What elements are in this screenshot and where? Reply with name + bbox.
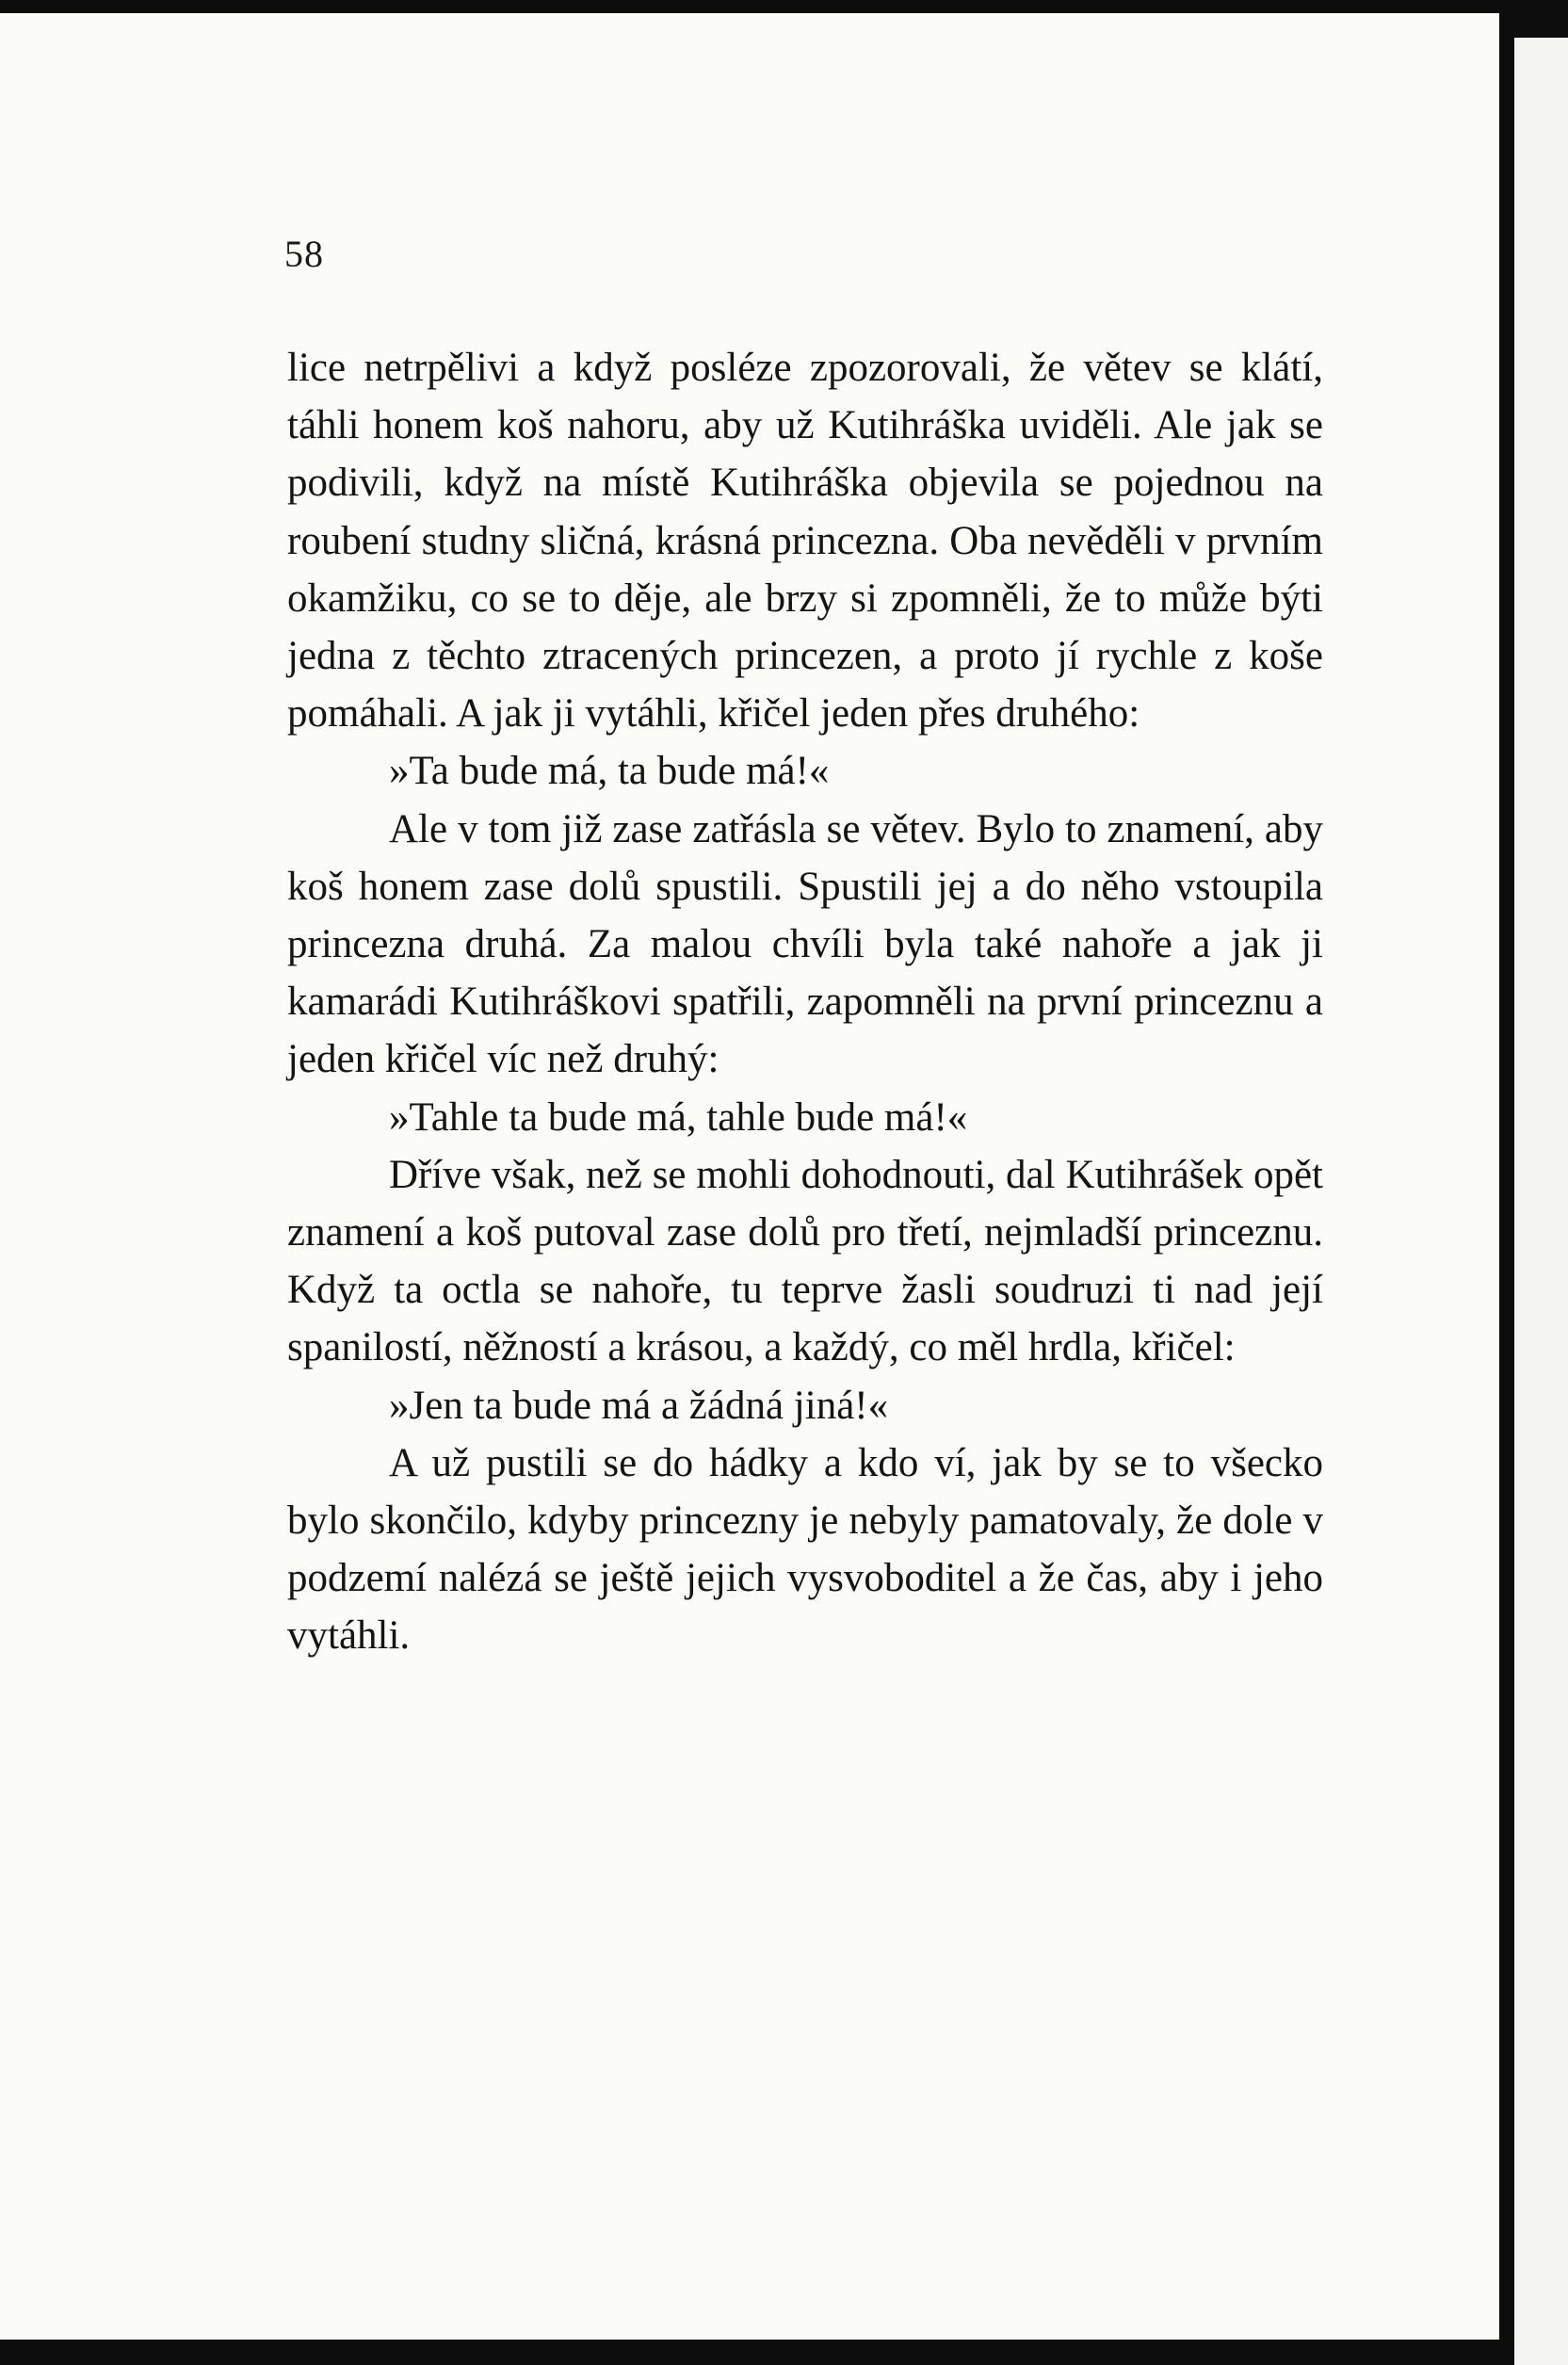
paragraph: A už pustili se do hádky a kdo ví, jak by se to všecko bylo skončilo, kdyby princezny je nebyly pamatovaly, že dole v podzemí nalézá se ještě jejich vysvoboditel a že čas, aby i jeho vytáhli. bbox=[287, 1440, 1323, 1659]
paragraph: »Tahle ta bude má, tahle bude má!« bbox=[389, 1094, 968, 1140]
paragraph: »Ta bude má, ta bude má!« bbox=[389, 749, 830, 794]
page-number: 58 bbox=[284, 233, 324, 275]
adjacent-page-edge bbox=[1514, 38, 1568, 2365]
paragraph: lice netrpělivi a když posléze zpozorovali, že větev se klátí, táhli honem koš nahoru, aby už Kutihráška uviděli. Ale jak se podivili, když na místě Kutihráška objevila se pojednou na roubení studny sličná, krásná princezna. Oba nevěděli v prvním okamžiku, co se to děje, ale brzy si zpomněli, že to může býti jedna z těchto ztracených princezen, a proto jí rychle z koše pomáhali. A jak ji vytáhli, křičel jeden přes druhého: bbox=[287, 346, 1323, 737]
paragraph: Dříve však, než se mohli dohodnouti, dal Kutihrášek opět znamení a koš putoval zase dolů pro třetí, nejmladší princeznu. Když ta octla se nahoře, tu teprve žasli soudruzi ti nad její spanilostí, něžností a krásou, a každý, co měl hrdla, křičel: bbox=[287, 1152, 1323, 1370]
paragraph: »Jen ta bude má a žádná jiná!« bbox=[389, 1383, 889, 1428]
page-body bbox=[287, 339, 1323, 1665]
paragraph: Ale v tom již zase zatřásla se větev. Bylo to znamení, aby koš honem zase dolů spustili. Spustili jej a do něho vstoupila princezna druhá. Za malou chvíli byla také nahoře a jak ji kamarádi Kutihráškovi spatřili, zapomněli na první princeznu a jeden křičel víc než druhý: bbox=[287, 806, 1323, 1082]
